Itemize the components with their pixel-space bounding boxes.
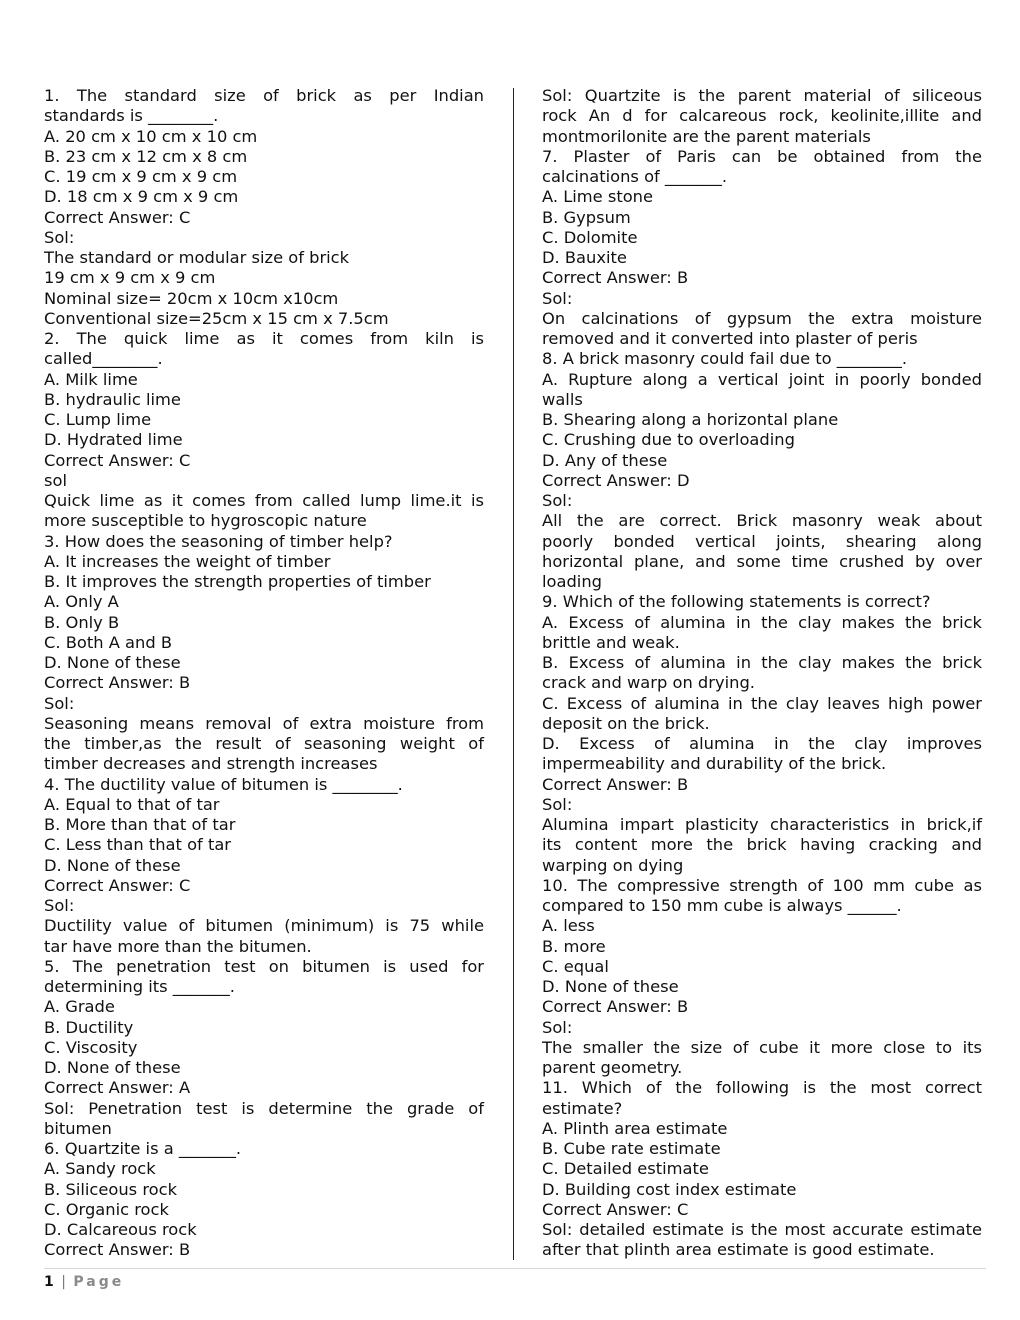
text-line: C. Both A and B	[44, 632, 173, 652]
text-line: Sol: Penetration test is determine the grade of	[44, 1098, 484, 1118]
text-line: removed and it converted into plaster of peris	[542, 329, 918, 348]
text-line: All the are correct. Brick masonry weak about	[542, 511, 982, 531]
text-line: D. Bauxite	[542, 248, 627, 267]
text-line: bitumen	[44, 1118, 112, 1138]
text-line: Sol:	[542, 1017, 573, 1037]
text-line: C. Dolomite	[542, 227, 638, 247]
text-line: C. Detailed estimate	[542, 1159, 709, 1179]
text-line: C. 19 cm x 9 cm x 9 cm	[44, 167, 238, 186]
left-column	[44, 86, 484, 1261]
text-line: C. Crushing due to overloading	[542, 430, 795, 450]
text-line: B. 23 cm x 12 cm x 8 cm	[44, 146, 248, 166]
text-line: deposit on the brick.	[542, 713, 710, 733]
text-line: D. None of these	[542, 977, 679, 996]
text-line: loading	[542, 572, 602, 591]
text-line: Correct Answer: C	[44, 875, 191, 895]
text-line: 3. How does the seasoning of timber help?	[44, 531, 393, 551]
text-line: 4. The ductility value of bitumen is ________.	[44, 774, 403, 794]
text-line: B. Gypsum	[542, 207, 631, 227]
page-number: 1	[44, 1274, 54, 1290]
text-line: C. Organic rock	[44, 1199, 169, 1219]
text-line: called________.	[44, 349, 163, 369]
text-line: A. Sandy rock	[44, 1159, 156, 1179]
text-line: Sol:	[542, 288, 573, 308]
text-line: 19 cm x 9 cm x 9 cm	[44, 268, 216, 288]
text-line: B. hydraulic lime	[44, 389, 181, 409]
text-line: B. Excess of alumina in the clay makes the brick	[542, 653, 982, 672]
text-line: C. Excess of alumina in the clay leaves high power	[542, 693, 982, 713]
text-line: Correct Answer: C	[44, 207, 191, 227]
text-line: the timber,as the result of seasoning weight of	[44, 734, 484, 753]
text-line: Correct Answer: A	[44, 1078, 191, 1098]
text-line: walls	[542, 389, 583, 409]
text-line: A. Grade	[44, 997, 115, 1017]
text-line: Nominal size= 20cm x 10cm x10cm	[44, 288, 339, 308]
text-line: A. Milk lime	[44, 369, 138, 389]
text-line: parent geometry.	[542, 1058, 683, 1077]
text-line: standards is ________.	[44, 106, 219, 126]
text-line: C. Less than that of tar	[44, 835, 231, 855]
text-line: compared to 150 mm cube is always ______.	[542, 896, 902, 915]
text-line: rock An d for calcareous rock, keolinite,illite and	[542, 106, 982, 126]
text-line: D. Excess of alumina in the clay improves	[542, 734, 982, 753]
text-line: poorly bonded vertical joints, shearing along	[542, 531, 982, 551]
footer-rule	[44, 1268, 986, 1269]
text-line: sol	[44, 470, 67, 490]
text-line: D. Calcareous rock	[44, 1220, 197, 1239]
text-line: D. Hydrated lime	[44, 430, 183, 450]
text-line: A. Rupture along a vertical joint in poorly bonded	[542, 369, 982, 389]
text-line: The standard or modular size of brick	[44, 248, 350, 267]
text-line: Sol:	[542, 491, 573, 510]
text-line: Ductility value of bitumen (minimum) is 75 while	[44, 916, 484, 936]
text-line: 6. Quartzite is a _______.	[44, 1139, 242, 1158]
text-line: 2. The quick lime as it comes from kiln is	[44, 329, 484, 348]
text-line: warping on dying	[542, 855, 684, 875]
text-line: Sol: Quartzite is the parent material of siliceous	[542, 86, 982, 105]
text-line: Sol: detailed estimate is the most accurate estimate	[542, 1220, 982, 1239]
text-line: timber decreases and strength increases	[44, 754, 378, 774]
text-line: B. It improves the strength properties of timber	[44, 572, 431, 591]
text-line: A. Plinth area estimate	[542, 1118, 728, 1138]
text-line: crack and warp on drying.	[542, 673, 755, 693]
text-line: B. more	[542, 936, 606, 956]
text-line: brittle and weak.	[542, 632, 680, 652]
text-line: A. Excess of alumina in the clay makes the brick	[542, 612, 982, 632]
text-line: calcinations of _______.	[542, 167, 728, 186]
text-line: more susceptible to hygroscopic nature	[44, 511, 367, 531]
text-line: horizontal plane, and some time crushed by over	[542, 551, 982, 571]
text-line: C. equal	[542, 956, 609, 976]
text-line: Seasoning means removal of extra moisture from	[44, 713, 484, 733]
text-line: Correct Answer: C	[44, 450, 191, 470]
text-line: 10. The compressive strength of 100 mm cube as	[542, 875, 982, 895]
text-line: Correct Answer: B	[44, 673, 191, 693]
text-line: A. It increases the weight of timber	[44, 551, 331, 571]
text-line: A. Only A	[44, 592, 119, 612]
text-line: D. 18 cm x 9 cm x 9 cm	[44, 187, 239, 207]
text-line: Sol:	[542, 794, 573, 814]
text-line: Correct Answer: B	[542, 997, 689, 1017]
text-line: Correct Answer: D	[542, 470, 690, 490]
text-line: after that plinth area estimate is good estimate.	[542, 1240, 935, 1260]
text-line: Sol:	[44, 693, 75, 713]
text-line: Alumina impart plasticity characteristics in brick,if	[542, 815, 982, 834]
text-line: Sol:	[44, 896, 75, 915]
text-line: D. None of these	[44, 855, 181, 875]
text-line: A. Lime stone	[542, 187, 654, 207]
text-line: Conventional size=25cm x 15 cm x 7.5cm	[44, 308, 389, 328]
text-line: montmorilonite are the parent materials	[542, 126, 871, 146]
text-line: 7. Plaster of Paris can be obtained from the	[542, 146, 982, 166]
text-line: B. Siliceous rock	[44, 1179, 178, 1199]
text-line: Correct Answer: C	[542, 1199, 689, 1219]
text-line: impermeability and durability of the brick.	[542, 754, 887, 774]
text-line: D. Any of these	[542, 450, 668, 470]
text-line: Correct Answer: B	[542, 774, 689, 794]
text-line: Correct Answer: B	[542, 268, 689, 288]
column-divider	[513, 88, 514, 1260]
text-line: 9. Which of the following statements is correct?	[542, 592, 931, 612]
text-line: The smaller the size of cube it more close to its	[542, 1037, 982, 1057]
text-line: D. None of these	[44, 1058, 181, 1077]
text-line: C. Viscosity	[44, 1037, 138, 1057]
text-line: B. Shearing along a horizontal plane	[542, 410, 839, 429]
page-footer	[44, 1274, 124, 1290]
text-line: its content more the brick having cracking and	[542, 835, 982, 855]
text-line: D. None of these	[44, 653, 181, 672]
page-label: Page	[73, 1274, 125, 1290]
text-line: A. less	[542, 916, 595, 936]
text-line: A. 20 cm x 10 cm x 10 cm	[44, 126, 258, 146]
text-line: On calcinations of gypsum the extra moisture	[542, 308, 982, 328]
text-line: D. Building cost index estimate	[542, 1179, 797, 1199]
text-line: estimate?	[542, 1098, 623, 1118]
text-line: 11. Which of the following is the most correct	[542, 1078, 982, 1098]
text-line: 8. A brick masonry could fail due to ________.	[542, 349, 908, 369]
text-line: Quick lime as it comes from called lump lime.it is	[44, 491, 484, 510]
text-line: 1. The standard size of brick as per Indian	[44, 86, 484, 105]
text-line: Correct Answer: B	[44, 1240, 191, 1260]
text-line: B. More than that of tar	[44, 815, 236, 834]
text-line: determining its _______.	[44, 977, 235, 996]
text-line: B. Cube rate estimate	[542, 1139, 721, 1158]
text-line: tar have more than the bitumen.	[44, 936, 312, 956]
right-column	[542, 86, 982, 1261]
text-line: B. Ductility	[44, 1017, 134, 1037]
footer-separator: |	[61, 1274, 66, 1290]
text-line: C. Lump lime	[44, 410, 152, 429]
text-line: B. Only B	[44, 612, 120, 632]
text-line: Sol:	[44, 227, 75, 247]
text-line: A. Equal to that of tar	[44, 794, 220, 814]
text-line: 5. The penetration test on bitumen is used for	[44, 956, 484, 976]
